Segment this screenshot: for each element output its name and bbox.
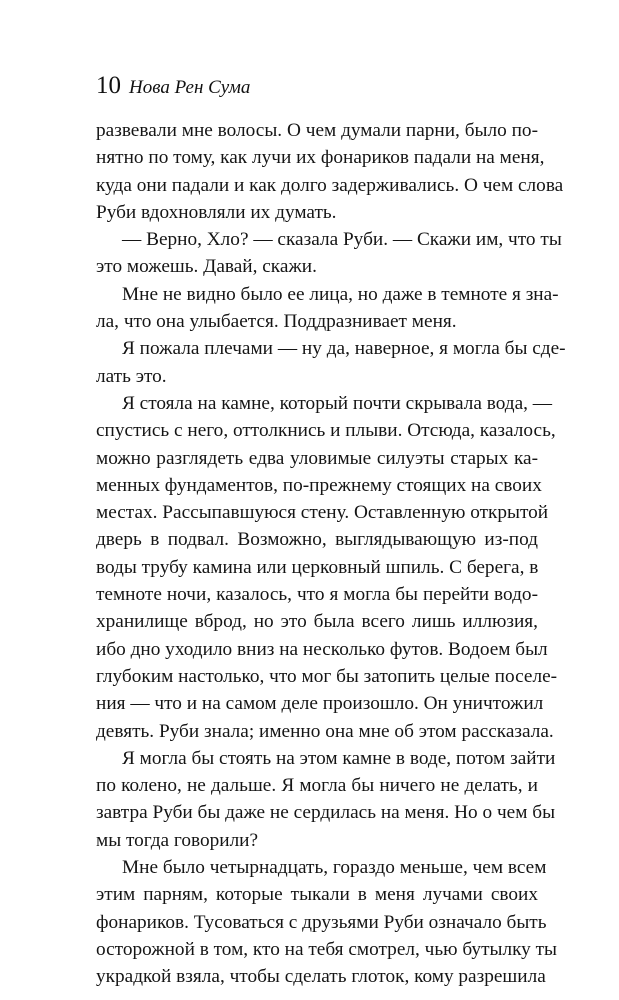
text-line: ибо дно уходило вниз на несколько футов. Водоем был [96,638,548,660]
text-line: мы тогда говорили? [96,829,259,851]
text-line: завтра Руби бы даже не сердилась на меня. Но о чем бы [96,802,556,824]
text-line: нятно по тому, как лучи их фонариков падали на меня, [96,147,545,169]
text-line: Я стояла на камне, который почти скрывала вода, — [122,392,553,414]
text-line: можно разглядеть едва уловимые силуэты старых ка- [96,447,538,469]
book-author: Нова Рен Сума [129,77,251,98]
running-header [96,72,250,102]
text-line: этим парням, которые тыкали в меня лучами своих [96,884,538,906]
text-line: воды трубу камина или церковный шпиль. С берега, в [96,556,539,578]
text-line: по колено, не дальше. Я могла бы ничего не делать, и [96,775,538,797]
text-line: куда они падали и как долго задерживались. О чем слова [96,174,564,196]
text-line: хранилище вброд, но это была всего лишь иллюзия, [96,611,538,633]
page-number: 10 [96,72,121,99]
text-line: лать это. [96,365,167,387]
text-line: менных фундаментов, по-прежнему стоящих на своих [96,474,542,496]
text-line: развевали мне волосы. О чем думали парни, было по- [96,120,538,141]
body-text [96,117,566,991]
text-line: фонариков. Тусоваться с друзьями Руби означало быть [96,911,547,933]
text-line: спустись с него, оттолкнись и плыви. Отсюда, казалось, [96,420,556,442]
text-line: темноте ночи, казалось, что я могла бы перейти водо- [96,584,538,606]
text-line: дверь в подвал. Возможно, выглядывающую из-под [96,529,538,551]
text-line: глубоким настолько, что мог бы затопить целые поселе- [96,665,558,687]
text-line: местах. Рассыпавшуюся стену. Оставленную открытой [96,502,549,524]
text-line: ния — что и на самом деле произошло. Он уничтожил [96,693,544,715]
text-line: Руби вдохновляли их думать. [96,201,337,223]
text-line: это можешь. Давай, скажи. [96,256,317,278]
text-line: украдкой взяла, чтобы сделать глоток, кому разрешила [96,966,546,988]
text-line: Мне не видно было ее лица, но даже в темноте я зна- [122,283,559,305]
text-line: Я пожала плечами — ну да, наверное, я могла бы сде- [122,338,566,360]
text-line: осторожной в том, кто на тебя смотрел, чью бутылку ты [96,938,558,960]
text-line: ла, что она улыбается. Поддразнивает меня. [96,311,457,333]
text-line: девять. Руби знала; именно она мне об этом рассказала. [96,720,554,742]
text-line: — Верно, Хло? — сказала Руби. — Скажи им, что ты [122,229,562,251]
text-line: Я могла бы стоять на этом камне в воде, потом зайти [122,747,556,769]
text-line: Мне было четырнадцать, гораздо меньше, чем всем [122,857,547,879]
